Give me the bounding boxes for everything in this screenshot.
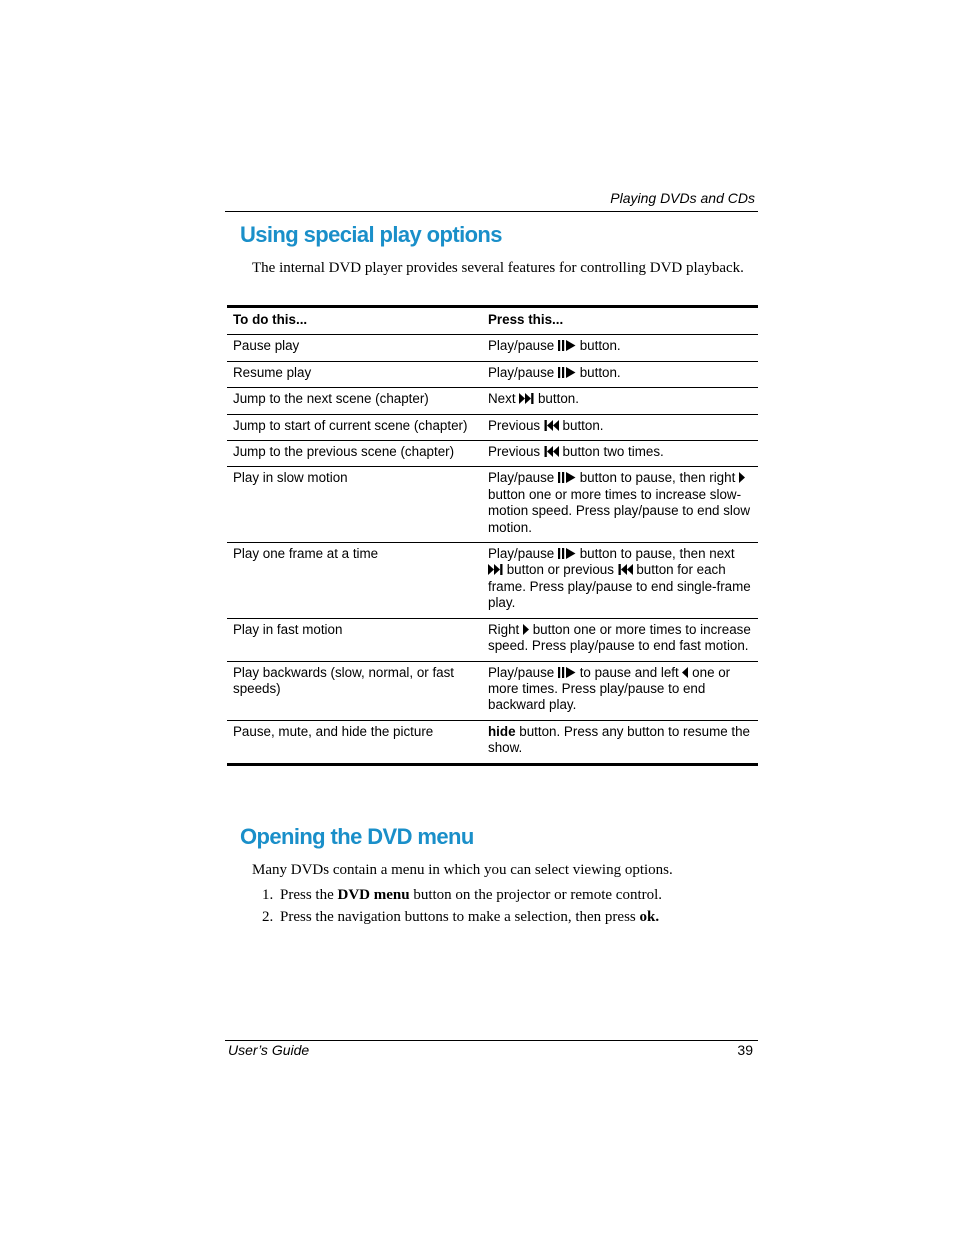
page-number: 39 [737, 1042, 753, 1058]
table-body [227, 335, 758, 764]
action-cell: Play in fast motion [227, 618, 482, 661]
previous-icon [544, 420, 559, 431]
press-cell: Next button. [482, 388, 758, 414]
right-arrow-icon [523, 624, 529, 635]
table-row [227, 335, 758, 361]
table-row [227, 414, 758, 440]
bold-term: DVD menu [337, 887, 410, 903]
press-cell: Previous button two times. [482, 441, 758, 467]
press-cell: Play/pause button. [482, 335, 758, 361]
column-header-press: Press this... [482, 307, 758, 335]
play-pause-icon [558, 340, 576, 351]
footer-rule [225, 1040, 758, 1041]
bold-term: hide [488, 723, 516, 739]
right-arrow-icon [739, 472, 745, 483]
press-cell: Right button one or more times to increase speed. Press play/pause to end fast motion. [482, 618, 758, 661]
table-row [227, 661, 758, 720]
action-cell: Jump to start of current scene (chapter) [227, 414, 482, 440]
column-header-action: To do this... [227, 307, 482, 335]
play-pause-icon [558, 548, 576, 559]
table-row [227, 388, 758, 414]
action-cell: Resume play [227, 361, 482, 387]
steps-list [262, 884, 662, 928]
action-cell: Jump to the previous scene (chapter) [227, 441, 482, 467]
action-cell: Play backwards (slow, normal, or fast speeds) [227, 661, 482, 720]
press-cell: Play/pause button. [482, 361, 758, 387]
left-arrow-icon [682, 667, 688, 678]
play-options-table [227, 305, 758, 766]
next-icon [519, 393, 534, 404]
footer-guide-title: User’s Guide [228, 1042, 310, 1058]
list-item: 2. Press the navigation buttons to make a selection, then press ok. [262, 906, 662, 928]
play-pause-icon [558, 472, 576, 483]
action-cell: Play in slow motion [227, 467, 482, 543]
section-title-special-play: Using special play options [240, 222, 502, 247]
previous-icon [544, 446, 559, 457]
section-title-dvd-menu: Opening the DVD menu [240, 824, 474, 849]
press-cell: Play/pause to pause and left one or more times. Press play/pause to end backward play. [482, 661, 758, 720]
action-cell: Pause play [227, 335, 482, 361]
step-number: 1. [262, 887, 274, 903]
header-rule [225, 211, 758, 212]
table-row [227, 467, 758, 543]
section-intro-dvd-menu: Many DVDs contain a menu in which you can select viewing options. [252, 862, 673, 878]
table-header-row [227, 307, 758, 335]
press-cell: Play/pause button to pause, then next button or previous button for each frame. Press play/pause to end single-frame play. [482, 543, 758, 619]
next-icon [488, 564, 503, 575]
table-row [227, 720, 758, 764]
bold-term: ok. [639, 909, 660, 925]
table-row [227, 618, 758, 661]
press-cell: Play/pause button to pause, then right button one or more times to increase slow-motion speed. Press play/pause to end slow motion. [482, 467, 758, 543]
table-row [227, 441, 758, 467]
play-pause-icon [558, 367, 576, 378]
table-row [227, 361, 758, 387]
step-number: 2. [262, 909, 274, 925]
section-intro-special-play: The internal DVD player provides several features for controlling DVD playback. [252, 260, 744, 276]
action-cell: Pause, mute, and hide the picture [233, 723, 434, 739]
previous-icon [618, 564, 633, 575]
press-cell: Previous button. [482, 414, 758, 440]
action-cell: Jump to the next scene (chapter) [227, 388, 482, 414]
running-header: Playing DVDs and CDs [610, 190, 755, 206]
action-cell: Play one frame at a time [227, 543, 482, 619]
play-pause-icon [558, 667, 576, 678]
list-item: 1. Press the DVD menu button on the projector or remote control. [262, 884, 662, 906]
table-row [227, 543, 758, 619]
press-cell: hide button. Press any button to resume the show. [488, 723, 751, 756]
